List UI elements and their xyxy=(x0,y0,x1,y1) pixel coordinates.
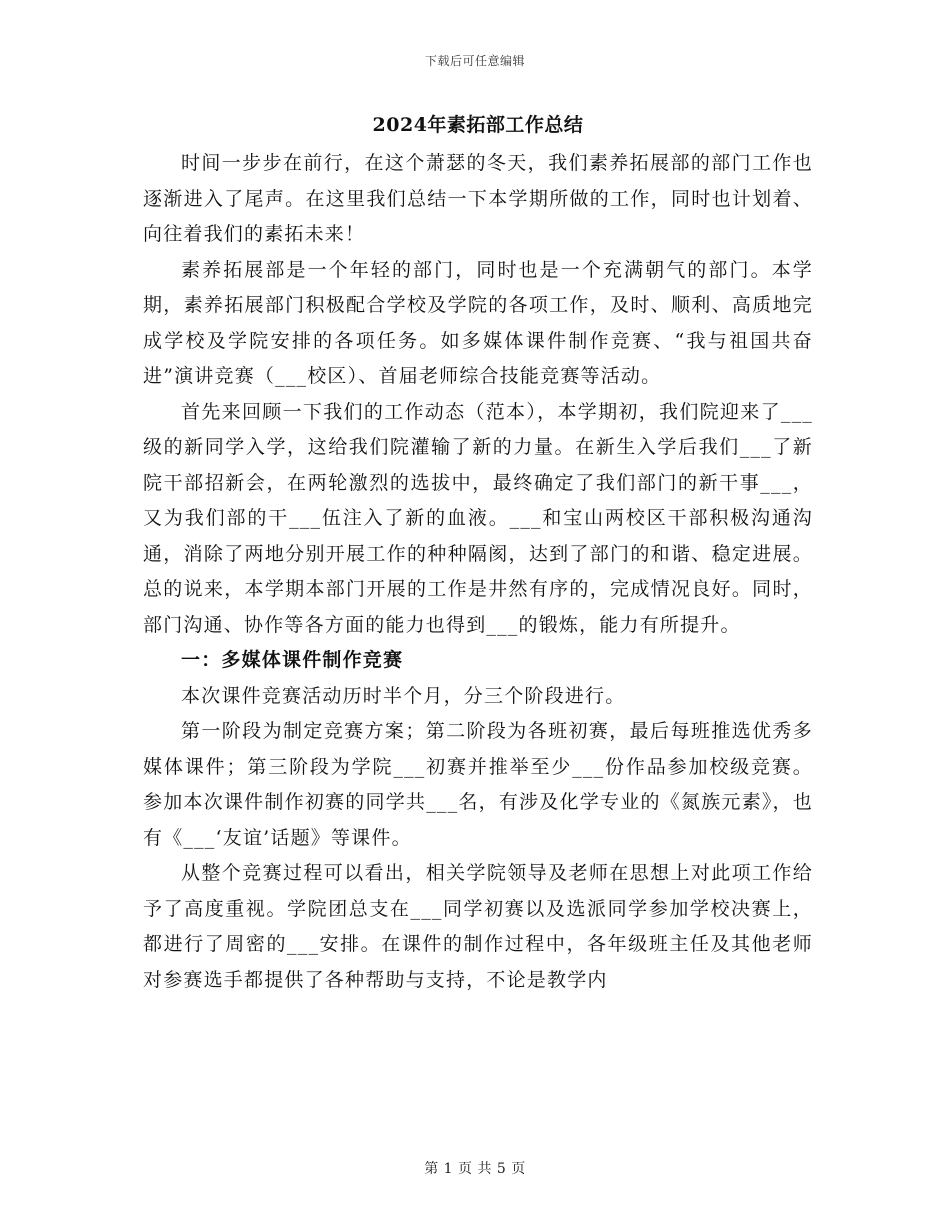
section-heading-multimedia: 一：多媒体课件制作竞赛 xyxy=(181,649,404,671)
paragraph-work-review: 首先来回顾一下我们的工作动态（范本），本学期初，我们院迎来了___级的新同学入学，这给我们院灌输了新的力量。在新生入学后我们___了新院干部招新会，在两轮激烈的选拔中，最终确定了我们部门的新干事___，又为我们部的干___伍注入了新的血液。___和宝山两校区干部积极沟通沟通，消除了两地分别开展工作的种种隔阂，达到了部门的和谐、稳定进展。总的说来，本学期本部门开展的工作是井然有序的，完成情况良好。同时，部门沟通、协作等各方面的能力也得到___的锻炼，能力有所提升。 xyxy=(143,400,813,636)
paragraph-contest-observations: 从整个竞赛过程可以看出，相关学院领导及老师在思想上对此项工作给予了高度重视。学院团总支在___同学初赛以及选派同学参加学校决赛上，都进行了周密的___安排。在课件的制作过程中，各年级班主任及其他老师对参赛选手都提供了各种帮助与支持，不论是教学内 xyxy=(143,862,813,991)
paragraph-contest-stages: 第一阶段为制定竞赛方案；第二阶段为各班初赛，最后每班推选优秀多媒体课件；第三阶段为学院___初赛并推举至少___份作品参加校级竞赛。参加本次课件制作初赛的同学共___名，有涉及化学专业的《氮族元素》，也有《___‘友谊’话题》等课件。 xyxy=(143,720,813,849)
paragraph-contest-duration: 本次课件竞赛活动历时半个月，分三个阶段进行。 xyxy=(181,684,626,707)
document-title: 2024年素拓部工作总结 xyxy=(372,114,584,136)
document-body xyxy=(143,110,813,998)
paragraph-intro: 时间一步步在前行，在这个萧瑟的冬天，我们素养拓展部的部门工作也逐渐进入了尾声。在这里我们总结一下本学期所做的工作，同时也计划着、向往着我们的素拓未来！ xyxy=(143,152,813,245)
page-number: 第 1 页 共 5 页 xyxy=(424,1161,526,1177)
header-note: 下载后可任意编辑 xyxy=(424,54,525,68)
paragraph-department: 素养拓展部是一个年轻的部门，同时也是一个充满朝气的部门。本学期，素养拓展部门积极配合学校及学院的各项工作，及时、顺利、高质地完成学校及学院安排的各项任务。如多媒体课件制作竞赛、“我与祖国共奋进”演讲竞赛（___校区）、首届老师综合技能竞赛等活动。 xyxy=(143,258,813,387)
